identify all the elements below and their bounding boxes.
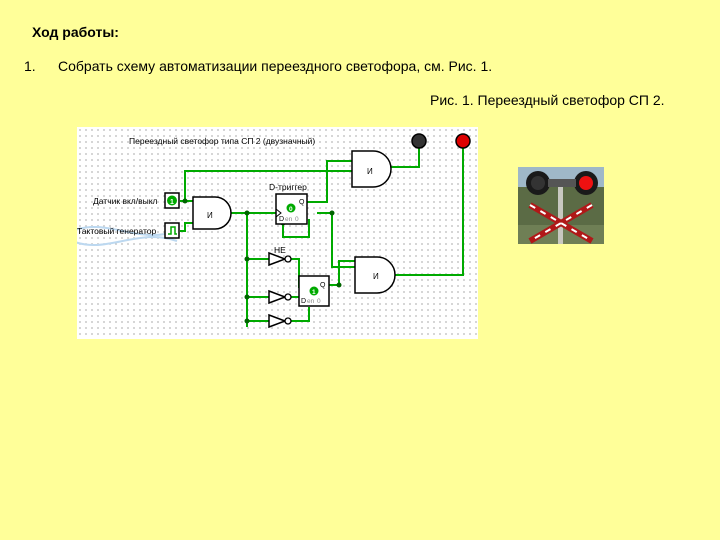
- flipflop-1-zero-label: 0: [295, 216, 299, 223]
- junction-dot: [183, 199, 188, 204]
- junction-dot: [245, 211, 250, 216]
- signal-lamp-right-lit: [579, 176, 593, 190]
- flipflop-2-zero-label: 0: [317, 298, 321, 305]
- flipflop-2-d-label: D: [301, 298, 307, 305]
- signal-lamp-left-lens: [531, 176, 545, 190]
- not-gate-3[interactable]: [269, 315, 285, 327]
- junction-dot: [245, 319, 250, 324]
- railway-signal-photo: [518, 167, 604, 244]
- junction-dot: [245, 295, 250, 300]
- output-lamp-red: [456, 134, 470, 148]
- dtrigger-label: D-триггер: [269, 182, 307, 192]
- wire-q1-to-and-top: [307, 161, 352, 202]
- not-gate-2[interactable]: [269, 291, 285, 303]
- flipflop-1-en-label: en: [285, 216, 293, 223]
- output-lamp-off: [412, 134, 426, 148]
- circuit-canvas[interactable]: [77, 127, 478, 339]
- sensor-label: Датчик вкл/выкл: [93, 196, 158, 206]
- and-gate-bottom-label: И: [373, 272, 379, 281]
- flipflop-1-state: 0: [289, 206, 293, 213]
- wire-and-top-to-lamp: [391, 147, 419, 167]
- step-text: Собрать схему автоматизации переездного светофора, см. Рис. 1.: [58, 58, 493, 74]
- flipflop-2-en-label: en: [307, 298, 315, 305]
- flipflop-2-state: 1: [312, 289, 316, 296]
- flipflop-1-d-label: D: [279, 216, 285, 223]
- clock-wave-decor-2: [77, 237, 177, 245]
- junction-dot: [245, 257, 250, 262]
- clock-input-box[interactable]: [165, 223, 179, 238]
- not-label: НЕ: [274, 245, 286, 255]
- figure-caption: Рис. 1. Переездный светофор СП 2.: [430, 92, 665, 108]
- and-gate-1-label: И: [207, 211, 213, 220]
- not-gate-1-bubble: [285, 256, 291, 262]
- wire-not3-out: [291, 307, 309, 321]
- circuit-diagram: [77, 127, 478, 339]
- railway-signal-illustration: [518, 167, 604, 244]
- flipflop-1-q-label: Q: [299, 199, 305, 206]
- circuit-title: Переездный светофор типа СП 2 (двузначный): [129, 136, 316, 146]
- sensor-input-value: 1: [170, 199, 174, 206]
- heading: Ход работы:: [32, 24, 119, 40]
- and-gate-top-label: И: [367, 167, 373, 176]
- not-gate-2-bubble: [285, 294, 291, 300]
- signal-bar: [548, 179, 576, 187]
- junction-dot: [330, 211, 335, 216]
- wire-clock-to-and1: [180, 223, 193, 231]
- not-gate-3-bubble: [285, 318, 291, 324]
- wire-q1-to-and-bottom: [317, 213, 355, 267]
- junction-dot: [337, 283, 342, 288]
- pole: [558, 187, 563, 244]
- step-number: 1.: [24, 58, 36, 74]
- flipflop-2-q-label: Q: [320, 282, 326, 289]
- clock-label: Тактовый генератор: [77, 226, 157, 236]
